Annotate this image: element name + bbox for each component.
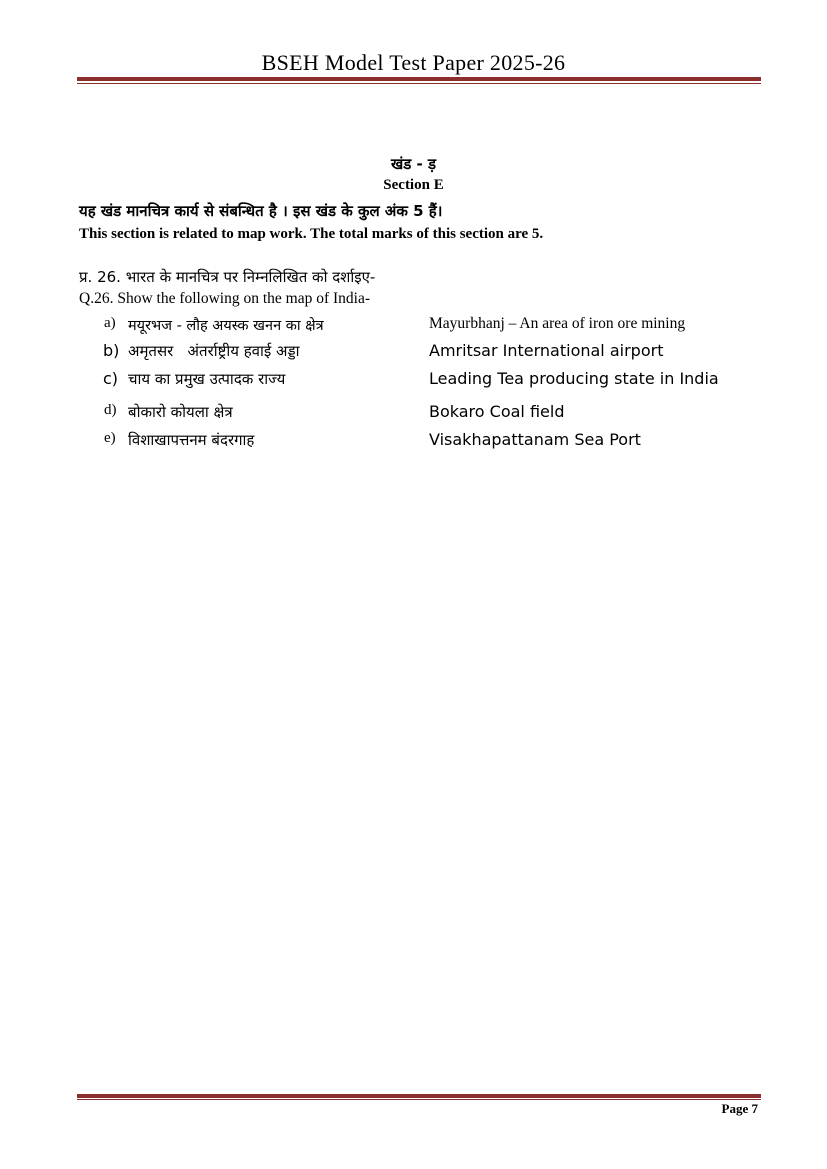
item-marker: e) [104,430,116,446]
list-item [0,402,827,424]
item-english: Leading Tea producing state in India [429,369,719,388]
item-english: Visakhapattanam Sea Port [429,430,641,449]
footer-rule-thin [77,1099,761,1100]
section-title-hindi: खंड - ड़ [391,155,436,173]
document-title: BSEH Model Test Paper 2025-26 [261,50,566,75]
section-note-english: This section is related to map work. The total marks of this section are 5. [79,226,544,242]
list-item [0,315,827,337]
item-hindi: विशाखापत्तनम बंदरगाह [128,431,255,449]
section-title-english: Section E [383,177,444,193]
item-marker: a) [104,315,116,331]
item-hindi: चाय का प्रमुख उत्पादक राज्य [128,370,286,388]
question-text-hindi: प्र. 26. भारत के मानचित्र पर निम्नलिखित को दर्शाइए- [79,268,376,286]
item-english: Bokaro Coal field [429,402,565,421]
item-hindi: मयूरभज - लौह अयस्क खनन का क्षेत्र [128,318,324,334]
list-item [0,430,827,452]
header-rule-thick [77,77,761,81]
list-item [0,341,827,363]
header-rule-thin [77,83,761,84]
question-text-english: Q.26. Show the following on the map of India- [79,290,371,307]
item-hindi: बोकारो कोयला क्षेत्र [128,403,233,421]
item-marker: b) [103,341,120,360]
item-english: Amritsar International airport [429,341,664,360]
list-item [0,369,827,391]
item-marker: d) [104,402,117,418]
section-note-hindi: यह खंड मानचित्र कार्य से संबन्धित है । इस खंड के कुल अंक 5 हैं। [79,202,443,220]
item-marker: c) [103,369,119,388]
item-english: Mayurbhanj – An area of iron ore mining [429,315,686,332]
footer-rule-thick [77,1094,761,1098]
page-number: Page 7 [721,1101,758,1116]
item-hindi: अमृतसर अंतर्राष्ट्रीय हवाई अड्डा [128,342,300,360]
